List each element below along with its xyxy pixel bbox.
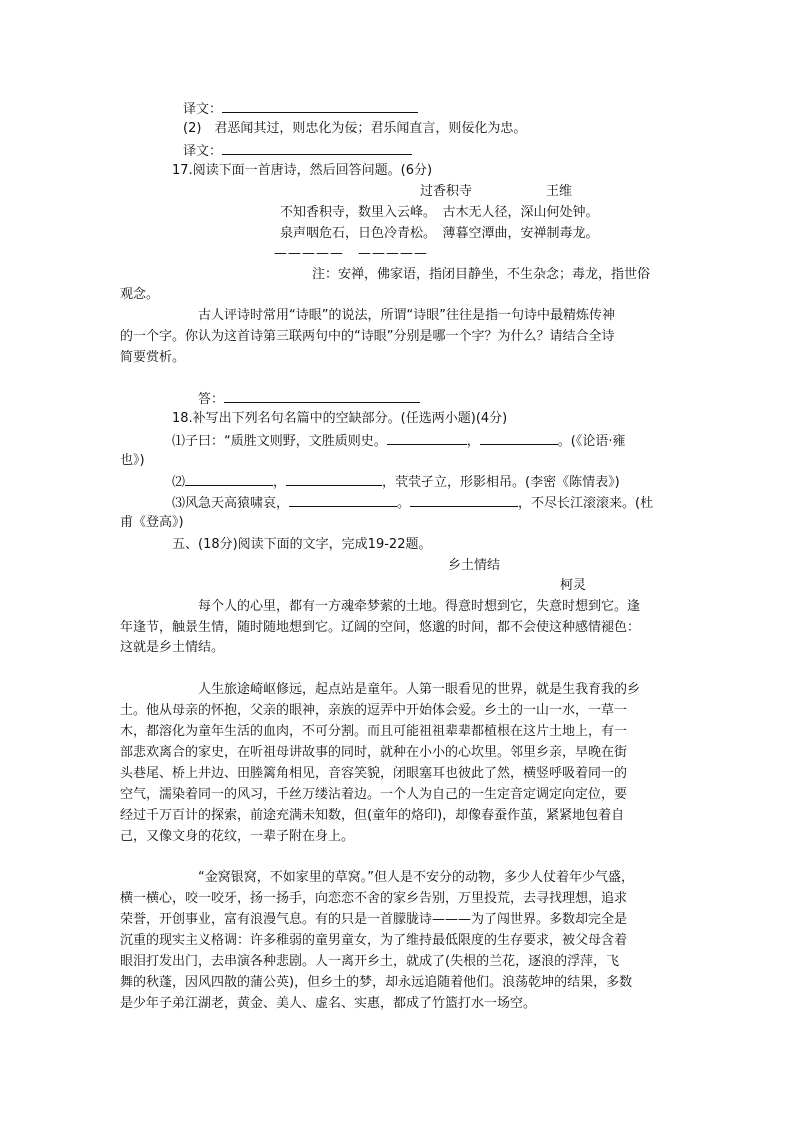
fill-blank[interactable] [289,492,397,507]
paragraph-line: 年逢节，触景生情，随时随地想到它。辽阔的空间，悠邈的时间，都不会使这种感情褪色： [120,620,641,635]
paragraph-line: 己，又像文身的花纹，一辈子附在身上。 [120,829,355,844]
q18-item-3: ⑶风急天高猿啸哀， 。 ，不尽长江滚滚来。(杜 [172,492,653,514]
paragraph-line: 人生旅途崎岖修远，起点站是童年。人第一眼看见的世界，就是生我育我的乡 [198,682,641,697]
paragraph-line: 木，都溶化为童年生活的血肉，不可分割。而且可能祖祖辈辈都植根在这片土地上，有一 [120,724,628,739]
q18-item-1: ⑴子曰：“质胜文则野，文胜质则史。 ， 。(《论语·雍 [172,430,625,452]
paragraph-line: 荣誉，开创事业，富有浪漫气息。有的只是一首朦胧诗———为了闯世界。多数却完全是 [120,912,628,927]
paragraph-line: 眼泪打发出门，去串演各种悲剧。人一离开乡土，就成了(失根的兰花，逐浪的浮萍，飞 [120,954,620,969]
paragraph-line: 这就是乡土情结。 [120,640,225,655]
paragraph-line: 每个人的心里，都有一方魂牵梦萦的土地。得意时想到它，失意时想到它。逢 [198,599,641,614]
poem-note: 观念。 [120,287,160,302]
q17-question: 简要赏析。 [120,350,186,365]
fill-blank[interactable] [410,492,518,507]
question-item-2: (2) 君恶闻其过，则忠化为佞；君乐闻直言，则佞化为忠。 [183,121,527,136]
article-title: 乡土情结 [448,558,501,573]
paragraph-line: 空气，濡染着同一的风习，千丝万缕沾着边。一个人为自己的一生定音定调定向定位，要 [120,787,628,802]
fill-blank[interactable] [286,471,382,486]
q18-item-3-cont: 甫《登高》) [120,515,184,530]
poem-line: 不知香积寺，数里入云峰。 古木无人径，深山何处钟。 [280,205,599,220]
translation-line-2: 译文： [183,140,412,162]
poem-blank-line: ————— [358,246,428,261]
answer-blank[interactable] [222,140,412,155]
paragraph-line: 土。他从母亲的怀抱，父亲的眼神，亲族的逗弄中开始体会爱。乡土的一山一水，一草一 [120,703,628,718]
answer-blank[interactable] [224,388,420,403]
paragraph-line: “金窝银窝，不如家里的草窝。”但人是不安分的动物，多少人仗着年少气盛， [198,870,634,885]
fill-blank[interactable] [480,430,558,445]
q18-item-2: ⑵ ， ，茕茕孑立，形影相吊。(李密《陈情表》) [172,471,620,493]
q18-heading: 18.补写出下列名句名篇中的空缺部分。(任选两小题)(4分) [172,411,508,426]
q17-question: 古人评诗时常用“诗眼”的说法，所谓“诗眼”往往是指一句诗中最精炼传神 [198,308,615,323]
section-heading: 五、(18分)阅读下面的文字，完成19-22题。 [172,537,432,552]
paragraph-line: 经过千万百计的探索，前途充满未知数，但(童年的烙印)，却像春蚕作茧，紧紧地包着自 [120,808,625,823]
translation-line-1: 译文： [183,98,418,120]
poem-blank-line: ————— [274,246,344,261]
fill-blank[interactable] [387,430,467,445]
paragraph-line: 头巷尾、桥上井边、田塍篱角相见，音容笑貌，闭眼塞耳也彼此了然，横竖呼吸着同一的 [120,766,628,781]
poem-line: 泉声咽危石，日色冷青松。 薄暮空潭曲，安禅制毒龙。 [280,226,599,241]
poem-author: 王维 [546,184,573,199]
q17-question: 的一个字。你认为这首诗第三联两句中的“诗眼”分别是哪一个字？为什么？请结合全诗 [120,329,615,344]
paragraph-line: 舞的秋蓬，因风四散的蒲公英)，但乡土的梦，却永远追随着他们。浪荡乾坤的结果，多数 [120,975,633,990]
q17-heading: 17.阅读下面一首唐诗，然后回答问题。(6分) [172,163,433,178]
answer-blank[interactable] [222,98,418,113]
q18-item-1-cont: 也》) [120,453,145,468]
fill-blank[interactable] [185,471,273,486]
paragraph-line: 是少年子弟江湖老，黄金、美人、虚名、实惠，都成了竹篮打水一场空。 [120,996,537,1011]
paragraph-line: 沉重的现实主义格调：许多稚弱的童男童女，为了维持最低限度的生存要求，被父母含着 [120,933,628,948]
paragraph-line: 部悲欢离合的家史，在听祖母讲故事的同时，就种在小小的心坎里。邻里乡亲，早晚在街 [120,745,628,760]
answer-line: 答： [198,388,420,410]
poem-title: 过香积寺 [420,184,473,199]
poem-note: 注：安禅，佛家语，指闭目静坐，不生杂念；毒龙，指世俗 [312,267,651,282]
article-author: 柯灵 [560,578,587,593]
paragraph-line: 横一横心，咬一咬牙，扬一扬手，向恋恋不舍的家乡告别，万里投荒，去寻找理想，追求 [120,891,628,906]
